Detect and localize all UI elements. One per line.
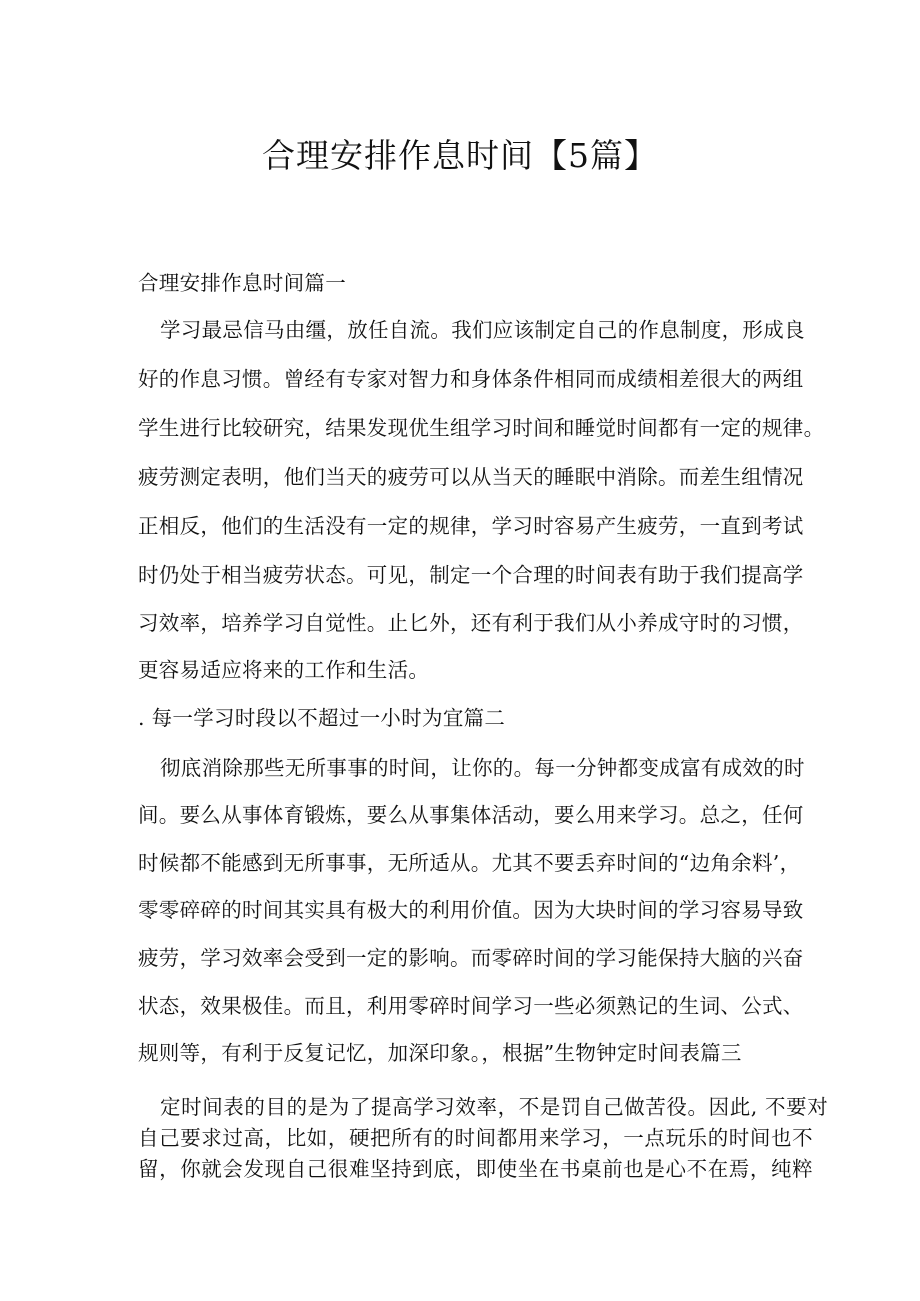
paragraph-line: 疲劳，学习效率会受到一定的影响。而零碎时间的学习能保持大脑的兴奋	[138, 946, 804, 970]
paragraph-line: 定时间表的目的是为了提高学习效率，不是罚自己做苦役。因此, 不要对	[160, 1095, 829, 1119]
paragraph-line: 习效率，培养学习自觉性。止匕外，还有利于我们从小养成守时的习惯，	[138, 611, 804, 635]
paragraph-line: 间。要么从事体育锻炼，要么从事集体活动，要么用来学习。总之，任何	[138, 803, 804, 827]
paragraph-line: 疲劳测定表明，他们当天的疲劳可以从当天的睡眠中消除。而差生组情况	[138, 465, 804, 489]
section-heading-1: 合理安排作息时间篇一	[138, 271, 346, 295]
paragraph-line: 时仍处于相当疲劳状态。可见，制定一个合理的时间表有助于我们提高学	[138, 563, 804, 587]
document-title: 合理安排作息时间【5篇】	[262, 136, 658, 175]
paragraph-line: 规则等，有利于反复记忆，加深印象。，根据”生物钟定时间表篇三	[138, 1041, 742, 1065]
section-heading-2: . 每一学习时段以不超过一小时为宜篇二	[138, 706, 506, 730]
paragraph-line: 零零碎碎的时间其实具有极大的利用价值。因为大块时间的学习容易导致	[138, 898, 804, 922]
paragraph-line: 状态，效果极佳。而且，利用零碎时间学习一些必须熟记的生词、公式、	[138, 994, 804, 1018]
paragraph-line: 学习最忌信马由缰，放任自流。我们应该制定自己的作息制度，形成良	[160, 318, 805, 342]
paragraph-line: 学生进行比较研究，结果发现优生组学习时间和睡觉时间都有一定的规律。	[138, 416, 825, 440]
paragraph-line: 时候都不能感到无所事事，无所适从。尤其不要丢弃时间的“边角余料’，	[138, 851, 801, 875]
paragraph-line: 彻底消除那些无所事事的时间，让你的。每一分钟都变成富有成效的时	[160, 756, 805, 780]
paragraph-line: 正相反，他们的生活没有一定的规律，学习时容易产生疲劳，一直到考试	[138, 514, 804, 538]
paragraph-line: 留，你就会发现自己很难坚持到底，即使坐在书桌前也是心不在焉，纯粹	[138, 1157, 814, 1181]
paragraph-line: 好的作息习惯。曾经有专家对智力和身体条件相同而成绩相差很大的两组	[138, 367, 804, 391]
paragraph-line: 更容易适应将来的工作和生活。	[138, 658, 430, 682]
paragraph-line: 自己要求过高，比如，硬把所有的时间都用来学习，一点玩乐的时间也不	[138, 1126, 814, 1150]
